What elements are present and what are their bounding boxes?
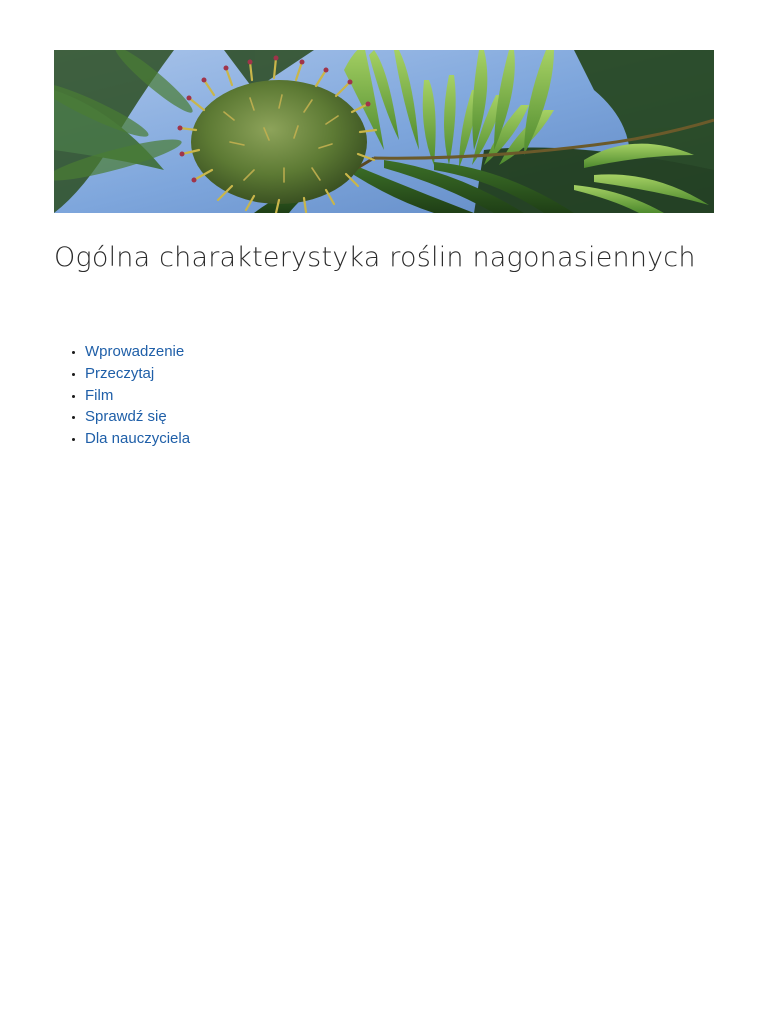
toc-item-dla-nauczyciela — [85, 428, 190, 450]
header-banner-image — [54, 50, 714, 213]
toc-item-wprowadzenie — [85, 341, 190, 363]
toc-link-przeczytaj[interactable]: Przeczytaj — [85, 364, 155, 382]
table-of-contents — [54, 341, 190, 450]
toc-item-przeczytaj — [85, 363, 190, 385]
toc-link-dla-nauczyciela[interactable]: Dla nauczyciela — [85, 430, 191, 447]
toc-link-wprowadzenie[interactable]: Wprowadzenie — [85, 343, 185, 360]
toc-link-sprawdz-sie[interactable]: Sprawdź się — [85, 408, 167, 426]
toc-item-film — [85, 385, 190, 407]
page-title: Ogólna charakterystyka roślin nagonasiennych — [54, 242, 696, 273]
toc-item-sprawdz-sie — [85, 406, 190, 428]
cycad-photo — [54, 50, 714, 213]
toc-link-film[interactable]: Film — [85, 386, 114, 404]
